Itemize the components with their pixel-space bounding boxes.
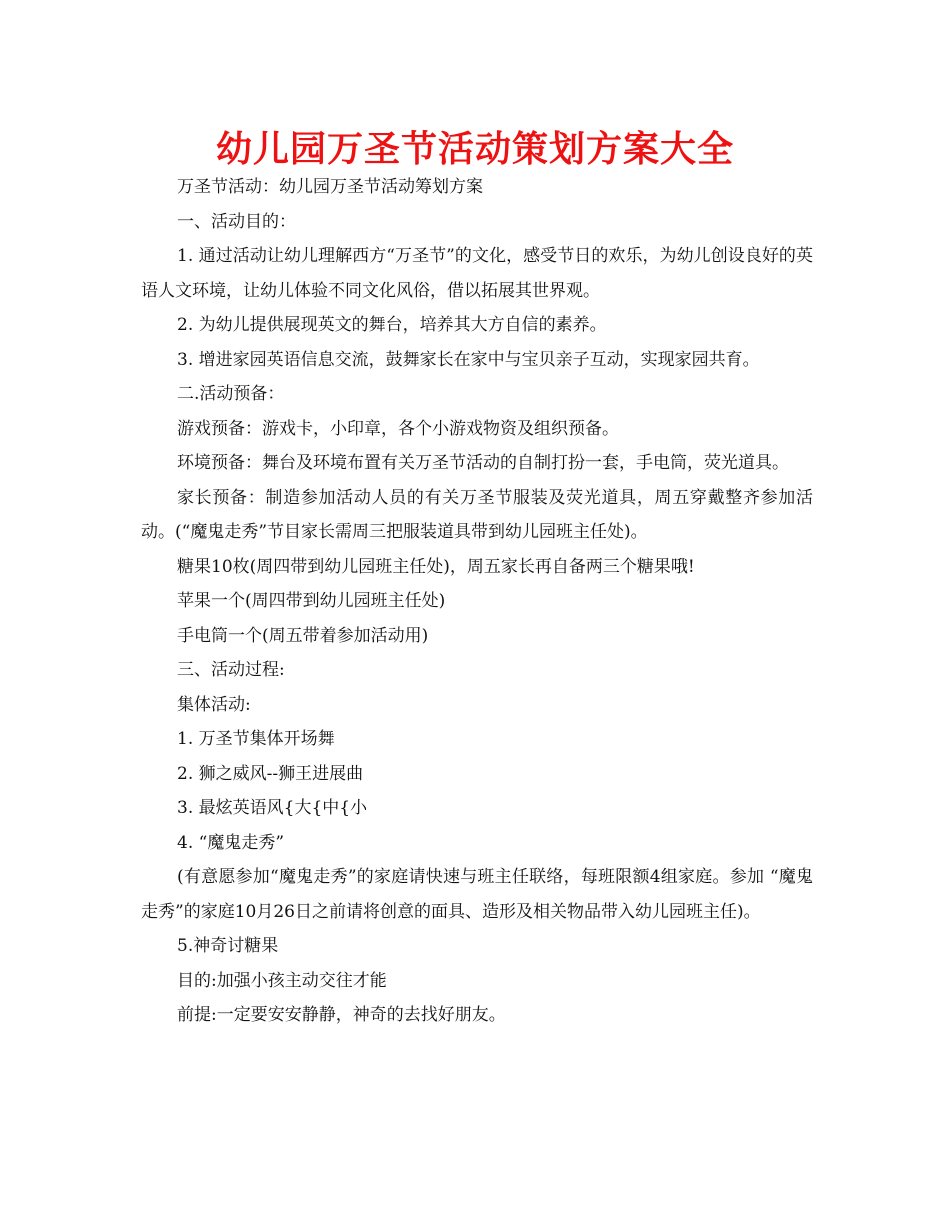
paragraph-22: 前提:一定要安安静静，神奇的去找好朋友。 — [177, 1005, 506, 1025]
paragraph-7: 游戏预备：游戏卡，小印章，各个小游戏物资及组织预备。 — [177, 418, 619, 439]
paragraph-2: 一、活动目的： — [177, 211, 296, 232]
paragraph-6: 二.活动预备： — [177, 384, 285, 404]
document-title: 幼儿园万圣节活动策划方案大全 — [215, 129, 734, 170]
paragraph-21: 目的:加强小孩主动交往才能 — [177, 970, 387, 991]
paragraph-8: 环境预备：舞台及环境布置有关万圣节活动的自制打扮一套，手电筒，荧光道具。 — [177, 453, 789, 473]
paragraph-19: (有意愿参加“魔鬼走秀”的家庭请快速与班主任联络，每班限额4组家庭。参加 “魔鬼走秀”的家庭10月26日之前请将创意的面具、造形及相关物品带入幼儿园班主任)。 — [141, 867, 813, 922]
paragraph-14: 集体活动: — [177, 694, 251, 715]
paragraph-15: 1. 万圣节集体开场舞 — [177, 729, 335, 749]
paragraph-20: 5.神奇讨糖果 — [177, 936, 279, 956]
paragraph-1: 万圣节活动：幼儿园万圣节活动筹划方案 — [177, 177, 483, 197]
paragraph-16: 2. 狮之威风--狮王进展曲 — [177, 763, 364, 784]
paragraph-18: 4. “魔鬼走秀” — [177, 832, 285, 853]
paragraph-13: 三、活动过程: — [177, 660, 285, 680]
paragraph-12: 手电筒一个(周五带着参加活动用) — [177, 625, 429, 646]
paragraph-5: 3. 增进家园英语信息交流，鼓舞家长在家中与宝贝亲子互动，实现家园共育。 — [177, 349, 760, 370]
paragraph-9: 家长预备：制造参加活动人员的有关万圣节服装及荧光道具，周五穿戴整齐参加活动。(“魔鬼走秀”节目家长需周三把服装道具带到幼儿园班主任处)。 — [141, 487, 813, 542]
paragraph-3: 1. 通过活动让幼儿理解西方“万圣节”的文化，感受节日的欢乐，为幼儿创设良好的英语人文环境，让幼儿体验不同文化风俗，借以拓展其世界观。 — [141, 246, 813, 301]
paragraph-17: 3. 最炫英语风{大{中{小 — [177, 798, 368, 818]
paragraph-11: 苹果一个(周四带到幼儿园班主任处) — [177, 591, 446, 611]
paragraph-4: 2. 为幼儿提供展现英文的舞台，培养其大方自信的素养。 — [177, 315, 607, 335]
document-body — [141, 170, 813, 1033]
paragraph-10: 糖果10枚(周四带到幼儿园班主任处)，周五家长再自备两三个糖果哦! — [177, 556, 695, 577]
